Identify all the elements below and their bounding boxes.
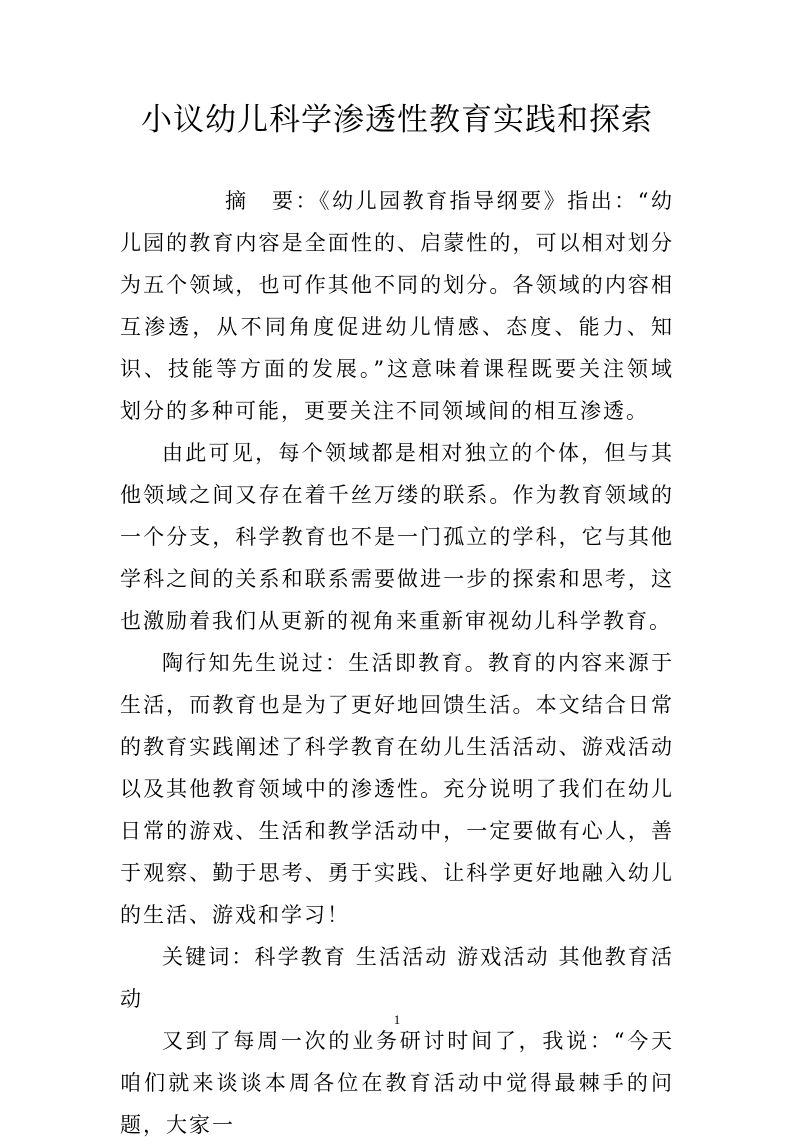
page-number: 1 [393, 1012, 401, 1027]
body-paragraph: 陶行知先生说过：生活即教育。教育的内容来源于生活，而教育也是为了更好地回馈生活。本文结合日常的教育实践阐述了科学教育在幼儿生活活动、游戏活动以及其他教育领域中的渗透性。充分说明了我们在幼儿日常的游戏、生活和教学活动中，一定要做有心人，善于观察、勤于思考、勇于实践、让科学更好地融入幼儿的生活、游戏和学习！ [120, 651, 674, 927]
body-paragraph: 由此可见，每个领域都是相对独立的个体，但与其他领域之间又存在着千丝万缕的联系。作为教育领域的一个分支，科学教育也不是一门孤立的学科，它与其他学科之间的关系和联系需要做进一步的探索和思考，这也激励着我们从更新的视角来重新审视幼儿科学教育。 [120, 441, 674, 633]
keywords-paragraph: 关键词：科学教育 生活活动 游戏活动 其他教育活动 [120, 945, 674, 1011]
abstract-paragraph: 摘 要：《幼儿园教育指导纲要》指出：“幼儿园的教育内容是全面性的、启蒙性的，可以相对划分为五个领域，也可作其他不同的划分。各领域的内容相互渗透，从不同角度促进幼儿情感、态度、能力、知识、技能等方面的发展。”这意味着课程既要关注领域划分的多种可能，更要关注不同领域间的相互渗透。 [120, 189, 674, 423]
document-body [120, 180, 674, 1146]
document-title: 小议幼儿科学渗透性教育实践和探索 [141, 102, 653, 138]
body-paragraph: 又到了每周一次的业务研讨时间了，我说：“今天咱们就来谈谈本周各位在教育活动中觉得最棘手的问题，大家一 [120, 1029, 674, 1137]
